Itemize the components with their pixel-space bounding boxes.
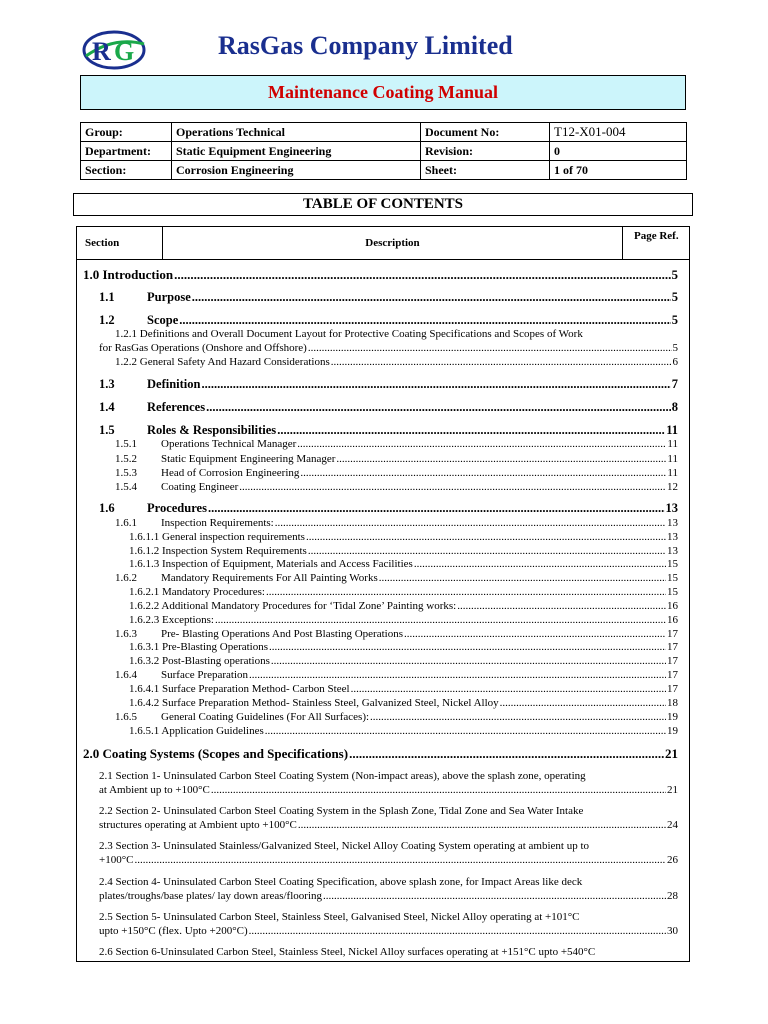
toc-entry-text: 1.6.1.1 General inspection requirements <box>129 531 305 543</box>
revision-label: Revision: <box>421 142 550 161</box>
department-value: Static Equipment Engineering <box>172 142 421 161</box>
toc-entry-text: 1.6.1.3 Inspection of Equipment, Materials and Access Facilities <box>129 558 413 570</box>
toc-entry-text: 1.6.3.1 Pre-Blasting Operations <box>129 641 269 653</box>
toc-page-ref: 11 <box>667 453 678 465</box>
toc-leader <box>206 400 671 415</box>
toc-entry-number: 1.5.3 <box>115 467 137 479</box>
toc-page-ref: 15 <box>667 558 678 570</box>
toc-page-ref: 15 <box>667 586 678 598</box>
toc-entry-text: Coating Engineer <box>161 481 239 493</box>
toc-entry[interactable] <box>115 517 678 529</box>
toc-col-page: Page Ref. <box>634 230 679 242</box>
toc-entry-text: 1.0 Introduction <box>83 267 174 282</box>
toc-entry-text: References <box>147 400 206 414</box>
toc-leader <box>269 641 666 653</box>
toc-entry-text: Procedures <box>147 501 207 515</box>
svg-text:G: G <box>114 37 135 66</box>
toc-entry-text: 1.6.3.2 Post-Blasting operations <box>129 655 270 667</box>
toc-entry[interactable] <box>99 819 678 831</box>
toc-page-ref: 13 <box>665 501 678 515</box>
toc-page-ref: 5 <box>671 290 678 304</box>
toc-leader <box>298 819 666 831</box>
toc-entry-number: 1.6 <box>99 501 115 515</box>
toc-entry-number: 1.6.1 <box>115 517 137 529</box>
toc-page-ref: 8 <box>671 400 678 414</box>
toc-page-ref: 17 <box>667 655 678 667</box>
department-label: Department: <box>81 142 172 161</box>
toc-leader <box>300 467 666 479</box>
toc-page-ref: 11 <box>667 438 678 450</box>
toc-table <box>76 226 690 962</box>
toc-entry[interactable]: 2.6 Section 6-Uninsulated Carbon Steel, Stainless Steel, Nickel Alloy surfaces operating at +151°C upto +540°C <box>99 946 596 958</box>
toc-entry-text: 1.6.5.1 Application Guidelines <box>129 725 264 737</box>
toc-page-ref: 17 <box>667 669 678 681</box>
toc-entry-text: 1.6.4.1 Surface Preparation Method- Carbon Steel <box>129 683 350 695</box>
toc-entry[interactable] <box>99 890 678 902</box>
toc-entry-text: Pre- Blasting Operations And Post Blasting Operations <box>161 628 403 640</box>
toc-col-description: Description <box>163 227 623 259</box>
toc-entry-number: 1.1 <box>99 290 115 304</box>
toc-leader <box>297 438 666 450</box>
svg-text:R: R <box>92 37 111 66</box>
toc-entry-text: 1.6.2.3 Exceptions: <box>129 614 214 626</box>
toc-leader <box>249 669 666 681</box>
toc-leader <box>174 267 670 283</box>
rasgas-logo <box>82 30 146 70</box>
toc-entry[interactable] <box>129 600 678 612</box>
toc-entry-number: 1.4 <box>99 400 115 414</box>
toc-entry-text: Head of Corrosion Engineering <box>161 467 300 479</box>
toc-entry-number: 1.5 <box>99 423 115 437</box>
toc-leader <box>192 290 671 305</box>
toc-entry-number: 1.2 <box>99 313 115 327</box>
toc-entry-text: Mandatory Requirements For All Painting Works <box>161 572 378 584</box>
toc-leader <box>351 683 666 695</box>
toc-entry-number: 1.3 <box>99 377 115 391</box>
toc-entry-number: 1.5.1 <box>115 438 137 450</box>
toc-entry-text: for RasGas Operations (Onshore and Offshore) <box>99 342 307 354</box>
toc-entry[interactable] <box>129 655 678 667</box>
toc-entry-number: 1.6.3 <box>115 628 137 640</box>
revision-value: 0 <box>550 142 687 161</box>
toc-entry[interactable] <box>115 628 678 640</box>
toc-leader <box>275 517 666 529</box>
toc-page-ref: 17 <box>667 628 678 640</box>
toc-col-section: Section <box>77 227 163 259</box>
toc-header-row <box>77 227 689 260</box>
toc-entry-text: General Coating Guidelines (For All Surfaces): <box>161 711 370 723</box>
toc-page-ref: 18 <box>667 697 678 709</box>
toc-entry-text: Inspection Requirements: <box>161 517 274 529</box>
toc-page-ref: 17 <box>667 641 678 653</box>
toc-entry[interactable] <box>115 711 678 723</box>
toc-entry[interactable] <box>115 481 678 493</box>
document-meta-table <box>80 122 687 180</box>
section-value: Corrosion Engineering <box>172 161 421 180</box>
toc-page-ref: 19 <box>667 725 678 737</box>
toc-entry-line[interactable]: 1.2.1 Definitions and Overall Document Layout for Protective Coating Specifications and Scopes of Work <box>115 328 583 340</box>
toc-leader <box>271 655 666 667</box>
toc-entry-text: Roles & Responsibilities <box>147 423 277 437</box>
toc-entry[interactable] <box>115 356 678 368</box>
toc-entry-text: 1.6.4.2 Surface Preparation Method- Stainless Steel, Galvanized Steel, Nickel Alloy <box>129 697 499 709</box>
doc-no-value: T12-X01-004 <box>550 123 687 142</box>
toc-page-ref: 19 <box>667 711 678 723</box>
toc-leader <box>208 501 665 516</box>
toc-entry-text: 1.2.2 General Safety And Hazard Considerations <box>115 356 330 368</box>
manual-title: Maintenance Coating Manual <box>80 75 686 110</box>
toc-page-ref: 5 <box>671 267 678 282</box>
toc-entry-text: Surface Preparation <box>161 669 249 681</box>
toc-page-ref: 28 <box>667 890 678 902</box>
toc-leader <box>404 628 666 640</box>
toc-leader <box>239 481 666 493</box>
toc-entry[interactable] <box>83 267 678 283</box>
toc-leader <box>414 558 666 570</box>
toc-entry[interactable] <box>99 501 678 516</box>
toc-entry-text: at Ambient up to +100°C <box>99 784 210 796</box>
toc-entry[interactable] <box>115 438 678 450</box>
sheet-label: Sheet: <box>421 161 550 180</box>
toc-entry[interactable] <box>83 746 678 762</box>
toc-entry[interactable] <box>99 290 678 305</box>
toc-entry-line[interactable]: 2.3 Section 3- Uninsulated Stainless/Galvanized Steel, Nickel Alloy Coating System operating at ambient up to <box>99 840 590 852</box>
toc-entry-text: upto +150°C (flex. Upto +200°C) <box>99 925 248 937</box>
toc-leader <box>201 377 670 392</box>
company-name: RasGas Company Limited <box>218 31 513 60</box>
toc-entry[interactable] <box>99 400 678 415</box>
toc-entry-text: Purpose <box>147 290 191 304</box>
toc-entry-number: 1.6.4 <box>115 669 137 681</box>
sheet-value: 1 of 70 <box>550 161 687 180</box>
toc-page-ref: 16 <box>667 600 678 612</box>
toc-entry-text: 1.6.2.2 Additional Mandatory Procedures for ‘Tidal Zone’ Painting works: <box>129 600 457 612</box>
toc-leader <box>308 342 672 354</box>
toc-entry[interactable] <box>99 854 678 866</box>
toc-entry[interactable] <box>129 725 678 737</box>
toc-entry-number: 1.6.2 <box>115 572 137 584</box>
toc-entry-line[interactable]: 2.1 Section 1- Uninsulated Carbon Steel Coating System (Non-impact areas), above the splash zone, operating <box>99 770 586 782</box>
toc-leader <box>215 614 666 626</box>
toc-leader <box>349 746 664 762</box>
toc-page-ref: 21 <box>667 784 678 796</box>
toc-entry[interactable] <box>115 572 678 584</box>
toc-entry[interactable] <box>129 697 678 709</box>
toc-entry[interactable] <box>99 423 678 438</box>
toc-page-ref: 5 <box>672 342 678 354</box>
toc-entry[interactable] <box>129 683 678 695</box>
group-value: Operations Technical <box>172 123 421 142</box>
toc-page-ref: 26 <box>667 854 678 866</box>
toc-entry[interactable] <box>129 545 678 557</box>
toc-page-ref: 24 <box>667 819 678 831</box>
toc-entry-text: structures operating at Ambient upto +100°C <box>99 819 297 831</box>
toc-entry-line[interactable]: 2.4 Section 4- Uninsulated Carbon Steel Coating Specification, above splash zone, for Impact Areas like deck <box>99 876 583 888</box>
toc-entry[interactable] <box>129 558 678 570</box>
toc-leader <box>211 784 666 796</box>
toc-leader <box>308 545 666 557</box>
toc-entry-text: 1.6.1.2 Inspection System Requirements <box>129 545 307 557</box>
toc-page-ref: 5 <box>671 313 678 327</box>
toc-entry[interactable] <box>115 669 678 681</box>
toc-leader <box>336 453 666 465</box>
toc-page-ref: 13 <box>667 545 678 557</box>
toc-leader <box>277 423 665 438</box>
toc-page-ref: 12 <box>667 481 678 493</box>
toc-page-ref: 7 <box>671 377 678 391</box>
toc-entry-number: 1.5.2 <box>115 453 137 465</box>
toc-entry-text: Definition <box>147 377 201 391</box>
toc-entry[interactable] <box>99 313 678 328</box>
toc-entry-text: 1.6.2.1 Mandatory Procedures: <box>129 586 265 598</box>
toc-entry-line[interactable]: 2.5 Section 5- Uninsulated Carbon Steel, Stainless Steel, Galvanised Steel, Nickel Alloy operating at +101°C <box>99 911 580 923</box>
toc-leader <box>331 356 672 368</box>
toc-leader <box>306 531 666 543</box>
toc-page-ref: 21 <box>665 746 678 761</box>
toc-page-ref: 11 <box>667 467 678 479</box>
toc-entry-text: +100°C <box>99 854 134 866</box>
toc-entry[interactable] <box>115 467 678 479</box>
toc-entry[interactable] <box>115 453 678 465</box>
toc-entry[interactable] <box>129 641 678 653</box>
toc-leader <box>500 697 666 709</box>
toc-entry[interactable] <box>99 784 678 796</box>
toc-leader <box>266 586 666 598</box>
toc-heading: TABLE OF CONTENTS <box>73 193 693 216</box>
toc-leader <box>265 725 666 737</box>
toc-page-ref: 6 <box>672 356 678 368</box>
toc-entry[interactable] <box>129 531 678 543</box>
toc-entry-text: 2.0 Coating Systems (Scopes and Specifications) <box>83 746 349 761</box>
toc-entry-text: Operations Technical Manager <box>161 438 297 450</box>
toc-entry-number: 1.5.4 <box>115 481 137 493</box>
toc-leader <box>249 925 666 937</box>
toc-entry[interactable] <box>99 925 678 937</box>
toc-entry[interactable] <box>129 586 678 598</box>
toc-entry[interactable] <box>99 377 678 392</box>
toc-page-ref: 15 <box>667 572 678 584</box>
toc-entry-number: 1.6.5 <box>115 711 137 723</box>
toc-leader <box>134 854 666 866</box>
section-label: Section: <box>81 161 172 180</box>
toc-leader <box>179 313 671 328</box>
toc-entry-text: plates/troughs/base plates/ lay down areas/flooring <box>99 890 322 902</box>
group-label: Group: <box>81 123 172 142</box>
toc-entry-text: Static Equipment Engineering Manager <box>161 453 336 465</box>
toc-page-ref: 11 <box>666 423 678 437</box>
toc-entry-line[interactable]: 2.2 Section 2- Uninsulated Carbon Steel Coating System in the Splash Zone, Tidal Zone and Sea Water Intake <box>99 805 584 817</box>
toc-leader <box>370 711 666 723</box>
toc-entry[interactable] <box>129 614 678 626</box>
toc-leader <box>379 572 666 584</box>
doc-no-label: Document No: <box>421 123 550 142</box>
toc-entry[interactable] <box>99 342 678 354</box>
toc-leader <box>323 890 666 902</box>
toc-page-ref: 13 <box>667 517 678 529</box>
toc-page-ref: 16 <box>667 614 678 626</box>
toc-leader <box>457 600 666 612</box>
toc-entry-text: Scope <box>147 313 179 327</box>
toc-page-ref: 17 <box>667 683 678 695</box>
toc-page-ref: 13 <box>667 531 678 543</box>
toc-page-ref: 30 <box>667 925 678 937</box>
